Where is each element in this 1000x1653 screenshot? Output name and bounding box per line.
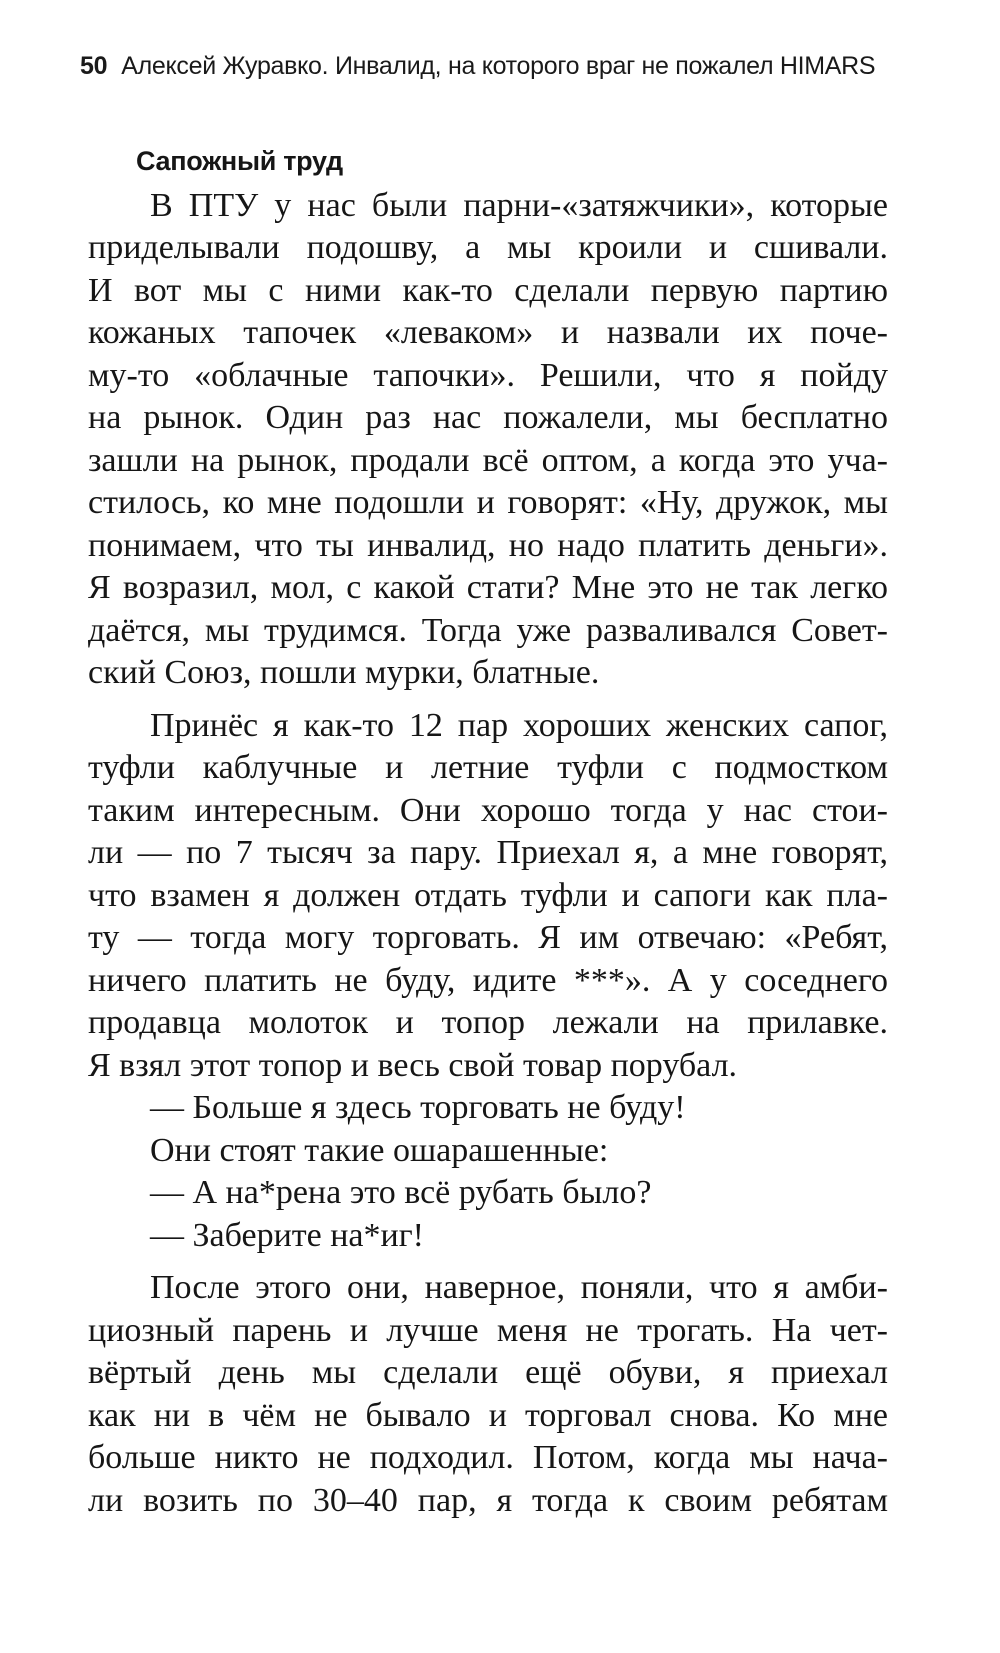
text-line: стилось, ко мне подошли и говорят: «Ну, дружок, мы <box>88 484 888 521</box>
paragraph <box>88 185 888 695</box>
text-line: После этого они, наверное, поняли, что я амби- <box>150 1269 888 1306</box>
text-line: что взамен я должен отдать туфли и сапоги как пла- <box>88 876 888 914</box>
text-line: му-то «облачные тапочки». Решили, что я пойду <box>88 356 888 394</box>
text-line: ту — тогда могу торговать. Я им отвечаю: «Ребят, <box>88 919 888 956</box>
text-line: ский Союз, пошли мурки, блатные. <box>88 654 600 691</box>
running-title: Алексей Журавко. Инвалид, на которого враг не пожалел HIMARS <box>121 52 876 80</box>
running-header <box>80 46 960 86</box>
text-line: больше никто не подходил. Потом, когда мы нача- <box>88 1439 888 1476</box>
text-line: вёртый день мы сделали ещё обуви, я приехал <box>88 1354 888 1391</box>
text-line: ничего платить не буду, идите ***». А у соседнего <box>88 961 888 999</box>
paragraph <box>88 1267 888 1522</box>
dialogue-line: — А на*рена это всё рубать было? <box>150 1174 652 1211</box>
text-line: таким интересным. Они хорошо тогда у нас стои- <box>88 791 888 829</box>
text-line: циозный парень и лучше меня не трогать. На чет- <box>88 1311 888 1349</box>
text-line: продавца молоток и топор лежали на прилавке. <box>88 1004 888 1041</box>
text-line: даётся, мы трудимся. Тогда уже разваливался Совет- <box>88 611 888 649</box>
text-line: на рынок. Один раз нас пожалели, мы бесплатно <box>88 399 888 436</box>
text-line: понимаем, что ты инвалид, но надо платить деньги». <box>88 526 888 564</box>
text-line: Я взял этот топор и весь свой товар порубал. <box>88 1046 738 1084</box>
section-heading: Сапожный труд <box>136 146 343 176</box>
text-line: Я возразил, мол, с какой стати? Мне это не так легко <box>88 569 888 606</box>
page-number: 50 <box>80 52 108 80</box>
paragraph <box>88 705 888 1088</box>
text-line: И вот мы с ними как-то сделали первую партию <box>88 271 888 309</box>
dialogue-line: — Заберите на*иг! <box>150 1216 424 1254</box>
text-line: Принёс я как-то 12 пар хороших женских сапог, <box>150 706 888 744</box>
body-text <box>88 140 888 1522</box>
dialogue-line: — Больше я здесь торговать не буду! <box>150 1089 686 1126</box>
text-line: ли возить по 30–40 пар, я тогда к своим ребятам <box>88 1481 888 1519</box>
text-line: как ни в чём не бывало и торговал снова. Ко мне <box>88 1396 888 1434</box>
text-line: Они стоят такие ошарашенные: <box>150 1131 609 1169</box>
text-line: приделывали подошву, а мы кроили и сшивали. <box>88 229 888 266</box>
text-line: кожаных тапочек «леваком» и назвали их поче- <box>88 314 888 351</box>
text-line: зашли на рынок, продали всё оптом, а когда это уча- <box>88 441 888 479</box>
text-line: ли — по 7 тысяч за пару. Приехал я, а мне говорят, <box>88 834 888 871</box>
text-line: В ПТУ у нас были парни-«затяжчики», которые <box>150 186 888 224</box>
text-line: туфли каблучные и летние туфли с подмостком <box>88 749 888 786</box>
